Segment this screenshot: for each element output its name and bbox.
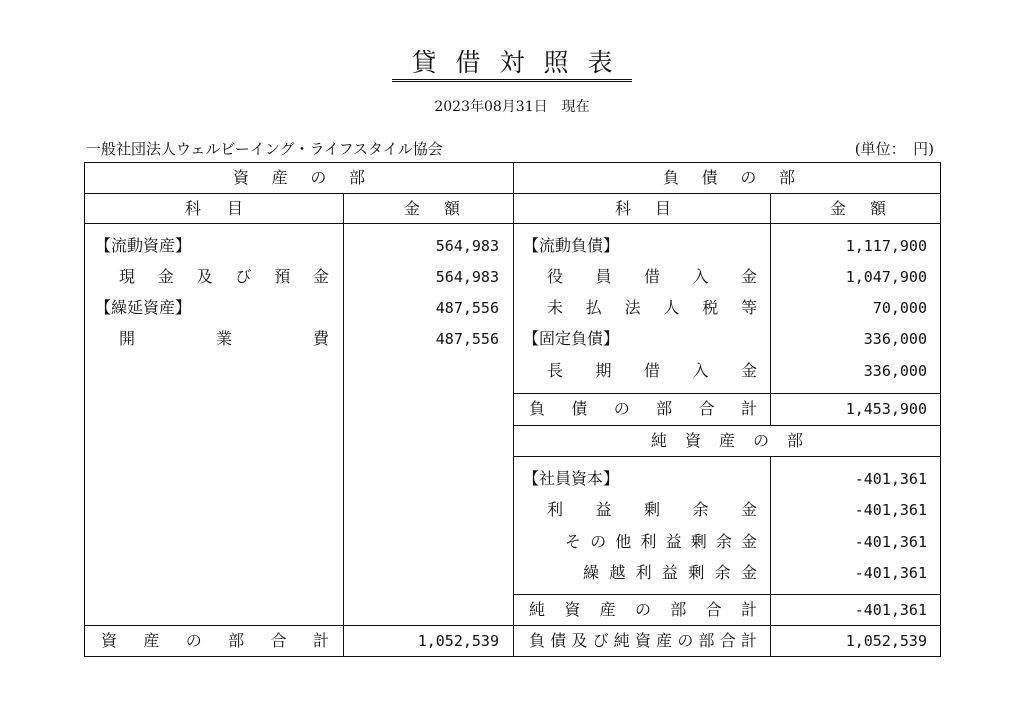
member-capital-label: 【社員資本】 [523,469,620,488]
assets-total-value: 1,052,539 [417,632,499,650]
document-title: 貸借対照表 [392,48,631,82]
startup-cost-label: 開 業 費 [119,329,329,348]
member-capital-value: -401,361 [854,470,927,488]
balance-sheet-table [84,162,941,657]
long-term-loans-label: 長 期 借 入 金 [547,361,757,380]
divider-center [513,163,514,657]
assets-total-label: 資 産 の 部 合 計 [101,631,329,650]
liabilities-section-header: 負 債 の 部 [663,168,795,187]
current-liabilities-label: 【流動負債】 [523,236,620,255]
liab-account-header: 科 目 [615,199,671,218]
current-assets-value: 564,983 [435,237,499,255]
other-retained-surplus-value: -401,361 [854,533,927,551]
cash-label: 現 金 及 び 預 金 [119,267,329,286]
document-title-wrap [0,48,1024,82]
current-assets-label: 【流動資産】 [95,236,192,255]
grand-total-value: 1,052,539 [845,632,927,650]
cash-value: 564,983 [435,268,499,286]
long-term-loans-value: 336,000 [863,362,927,380]
liabilities-total-value: 1,453,900 [845,400,927,418]
currency-unit: (単位： 円) [854,140,934,158]
liab-amount-header: 金 額 [830,199,886,218]
assets-section-header: 資 産 の 部 [233,168,365,187]
deferred-assets-label: 【繰延資産】 [95,298,192,317]
liabilities-total-label: 負 債 の 部 合 計 [529,399,757,418]
fixed-liabilities-value: 336,000 [863,330,927,348]
officer-loans-label: 役 員 借 入 金 [547,267,757,286]
unpaid-tax-value: 70,000 [872,299,927,317]
fixed-liabilities-label: 【固定負債】 [523,329,620,348]
rule-net-header [513,456,941,457]
grand-total-label: 負 債 及 び 純 資 産 の 部 合 計 [529,631,757,650]
retained-surplus-label: 利 益 剰 余 金 [547,500,757,519]
assets-account-header: 科 目 [185,199,243,218]
net-assets-section-header: 純 資 産 の 部 [651,431,803,450]
carried-forward-surplus-label: 繰 越 利 益 剰 余 金 [583,563,757,582]
company-name: 一般社団法人ウェルビーイング・ライフスタイル協会 [86,140,443,158]
retained-surplus-value: -401,361 [854,501,927,519]
other-retained-surplus-label: そ の 他 利 益 剰 余 金 [565,532,757,551]
net-assets-total-value: -401,361 [854,601,927,619]
current-liabilities-value: 1,117,900 [845,237,927,255]
deferred-assets-value: 487,556 [435,299,499,317]
unpaid-tax-label: 未 払 法 人 税 等 [547,298,757,317]
carried-forward-surplus-value: -401,361 [854,564,927,582]
officer-loans-value: 1,047,900 [845,268,927,286]
assets-amount-header: 金 額 [404,199,460,218]
as-of-date: 2023年08月31日 現在 [434,99,590,115]
net-assets-total-label: 純 資 産 の 部 合 計 [529,600,757,619]
startup-cost-value: 487,556 [435,330,499,348]
